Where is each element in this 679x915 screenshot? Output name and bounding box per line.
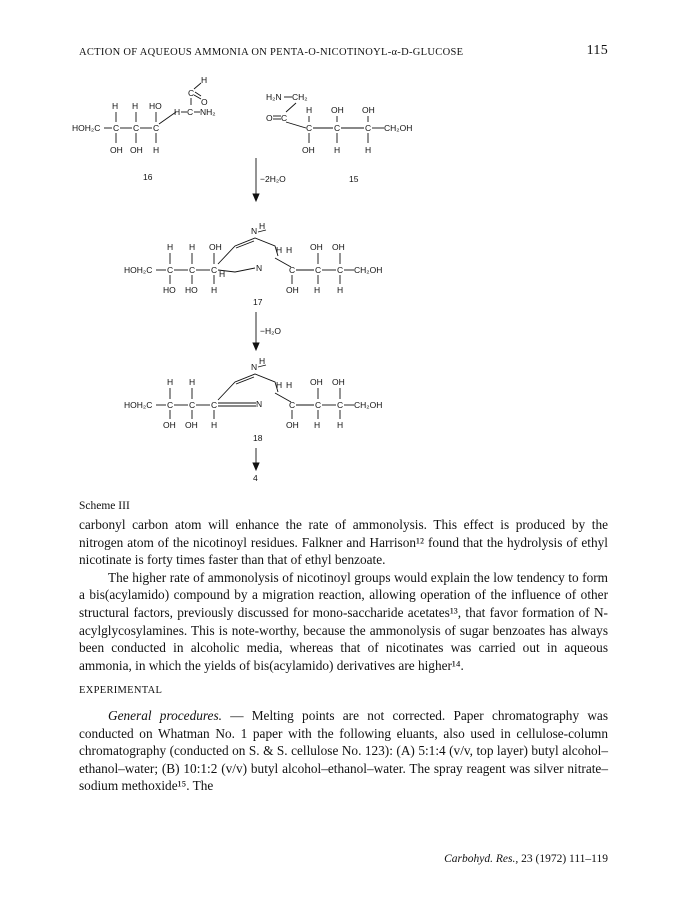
svg-text:C: C [187, 107, 194, 117]
svg-text:CH₂OH: CH₂OH [354, 265, 383, 275]
svg-text:OH: OH [286, 420, 299, 430]
svg-text:H: H [334, 145, 341, 155]
svg-text:OH: OH [310, 242, 323, 252]
svg-text:C: C [133, 123, 140, 133]
journal-citation: 23 (1972) 111–119 [518, 853, 608, 865]
reaction-scheme-figure [70, 72, 550, 482]
svg-text:H: H [259, 356, 266, 366]
svg-text:C: C [189, 400, 196, 410]
svg-text:H: H [337, 285, 344, 295]
svg-text:H: H [259, 221, 266, 231]
svg-text:C: C [365, 123, 372, 133]
svg-text:HO: HO [163, 285, 176, 295]
paragraph-3 [79, 707, 608, 795]
svg-text:H: H [276, 245, 283, 255]
svg-text:H: H [112, 101, 119, 111]
svg-text:OH: OH [185, 420, 198, 430]
svg-text:H: H [211, 285, 218, 295]
svg-text:H: H [167, 242, 174, 252]
svg-text:H: H [306, 105, 313, 115]
svg-text:H: H [286, 245, 293, 255]
section-heading-experimental: EXPERIMENTAL [79, 685, 163, 697]
svg-text:OH: OH [302, 145, 315, 155]
svg-text:CH₂OH: CH₂OH [354, 400, 383, 410]
structure-17 [124, 221, 382, 307]
structure-15 [266, 92, 412, 184]
svg-text:C: C [189, 265, 196, 275]
svg-text:H: H [201, 75, 208, 85]
svg-text:H: H [189, 242, 196, 252]
svg-text:H: H [211, 420, 218, 430]
svg-text:C: C [113, 123, 120, 133]
svg-text:C: C [281, 113, 288, 123]
svg-text:HO: HO [149, 101, 162, 111]
svg-text:H: H [167, 377, 174, 387]
paragraph-3-lead: General procedures. [108, 707, 222, 723]
compound-label-16: 16 [143, 172, 153, 182]
page-number: 115 [586, 43, 608, 58]
svg-text:C: C [211, 265, 218, 275]
svg-text:OH: OH [110, 145, 123, 155]
running-header [79, 43, 608, 63]
journal-name: Carbohyd. Res., [444, 853, 519, 865]
svg-text:C: C [167, 400, 174, 410]
journal-footer [444, 853, 608, 865]
svg-text:HOH₂C: HOH₂C [72, 123, 101, 133]
svg-text:OH: OH [332, 242, 345, 252]
svg-text:C: C [289, 265, 296, 275]
svg-text:H: H [189, 377, 196, 387]
compound-label-4: 4 [253, 473, 258, 482]
paragraph-1: carbonyl carbon atom will enhance the rate of ammonolysis. This effect is produced by the nitrogen atom of the nicotinoyl residues. Falkner and Harrison¹² found that the hydrolysis of ethyl nicotinate is forty times faster than that of ethyl benzoate. [79, 517, 608, 568]
svg-text:H: H [314, 285, 321, 295]
svg-text:OH: OH [130, 145, 143, 155]
svg-text:H: H [314, 420, 321, 430]
svg-text:O: O [201, 97, 208, 107]
paragraph-3-body: — Melting points are not corrected. Paper chromatography was conducted on Whatman No. 1 paper with the following eluants, also used in cellulose-column chromatography (conducted on S. & S. cellulose No. 123): (A) 5:1:4 (v/v, top layer) butyl alcohol–ethanol–water; (B) 10:1:2 (v/v) butyl alcohol–ethanol–water. The spray reagent was silver nitrate–sodium methoxide¹⁵. The [79, 707, 609, 794]
svg-text:H: H [219, 269, 226, 279]
svg-text:C: C [337, 400, 344, 410]
svg-text:HO: HO [185, 285, 198, 295]
svg-text:C: C [211, 400, 218, 410]
svg-text:C: C [334, 123, 341, 133]
svg-text:N: N [251, 362, 258, 372]
svg-text:CH₂OH: CH₂OH [384, 123, 413, 133]
svg-text:C: C [188, 88, 195, 98]
scheme-caption: Scheme III [79, 500, 130, 512]
svg-text:OH: OH [209, 242, 222, 252]
svg-text:OH: OH [310, 377, 323, 387]
svg-text:OH: OH [331, 105, 344, 115]
svg-text:C: C [289, 400, 296, 410]
svg-text:H₂N: H₂N [266, 92, 282, 102]
svg-text:H: H [337, 420, 344, 430]
svg-text:H: H [286, 380, 293, 390]
svg-text:C: C [153, 123, 160, 133]
compound-label-18: 18 [253, 433, 263, 443]
compound-label-17: 17 [253, 297, 263, 307]
svg-text:C: C [315, 265, 322, 275]
svg-text:OH: OH [163, 420, 176, 430]
svg-text:O: O [266, 113, 273, 123]
svg-text:N: N [256, 399, 263, 409]
svg-text:OH: OH [332, 377, 345, 387]
reaction-arrow-1 [253, 158, 286, 201]
svg-text:H: H [174, 107, 181, 117]
svg-text:C: C [337, 265, 344, 275]
svg-text:OH: OH [362, 105, 375, 115]
svg-text:H: H [276, 380, 283, 390]
structure-18 [124, 356, 382, 443]
svg-text:N: N [256, 263, 263, 273]
compound-label-15: 15 [349, 174, 359, 184]
body-text [79, 516, 608, 795]
arrow-2-label: −H₂O [260, 326, 282, 336]
structure-16 [72, 75, 216, 182]
svg-text:H: H [365, 145, 372, 155]
svg-text:N: N [251, 226, 258, 236]
paragraph-2: The higher rate of ammonolysis of nicotinoyl groups would explain the low tendency to form a bis(acylamido) compound by a migration reaction, allowing operation of the influence of other structural factors, previously discussed for mono-saccharide acetates¹³, that favor formation of N-acylglycosylamines. This is note-worthy, because the ammonolysis of sugar benzoates has always been conducted in alcoholic media, whereas that of nicotinates was carried out in aqueous ammonia, in which the yields of bis(acylamido) derivatives are higher¹⁴. [79, 569, 608, 673]
reaction-arrow-2 [253, 312, 281, 350]
svg-text:H: H [132, 101, 139, 111]
svg-text:HOH₂C: HOH₂C [124, 265, 153, 275]
svg-text:NH₂: NH₂ [200, 107, 216, 117]
svg-text:OH: OH [286, 285, 299, 295]
reaction-arrow-3 [253, 448, 259, 482]
arrow-1-label: −2H₂O [260, 174, 286, 184]
svg-text:C: C [167, 265, 174, 275]
svg-text:C: C [315, 400, 322, 410]
svg-text:C: C [306, 123, 313, 133]
svg-text:H: H [153, 145, 160, 155]
svg-text:CH₂: CH₂ [292, 92, 308, 102]
svg-text:HOH₂C: HOH₂C [124, 400, 153, 410]
running-title: ACTION OF AQUEOUS AMMONIA ON PENTA-O-NICOTINOYL-α-D-GLUCOSE [79, 47, 464, 58]
